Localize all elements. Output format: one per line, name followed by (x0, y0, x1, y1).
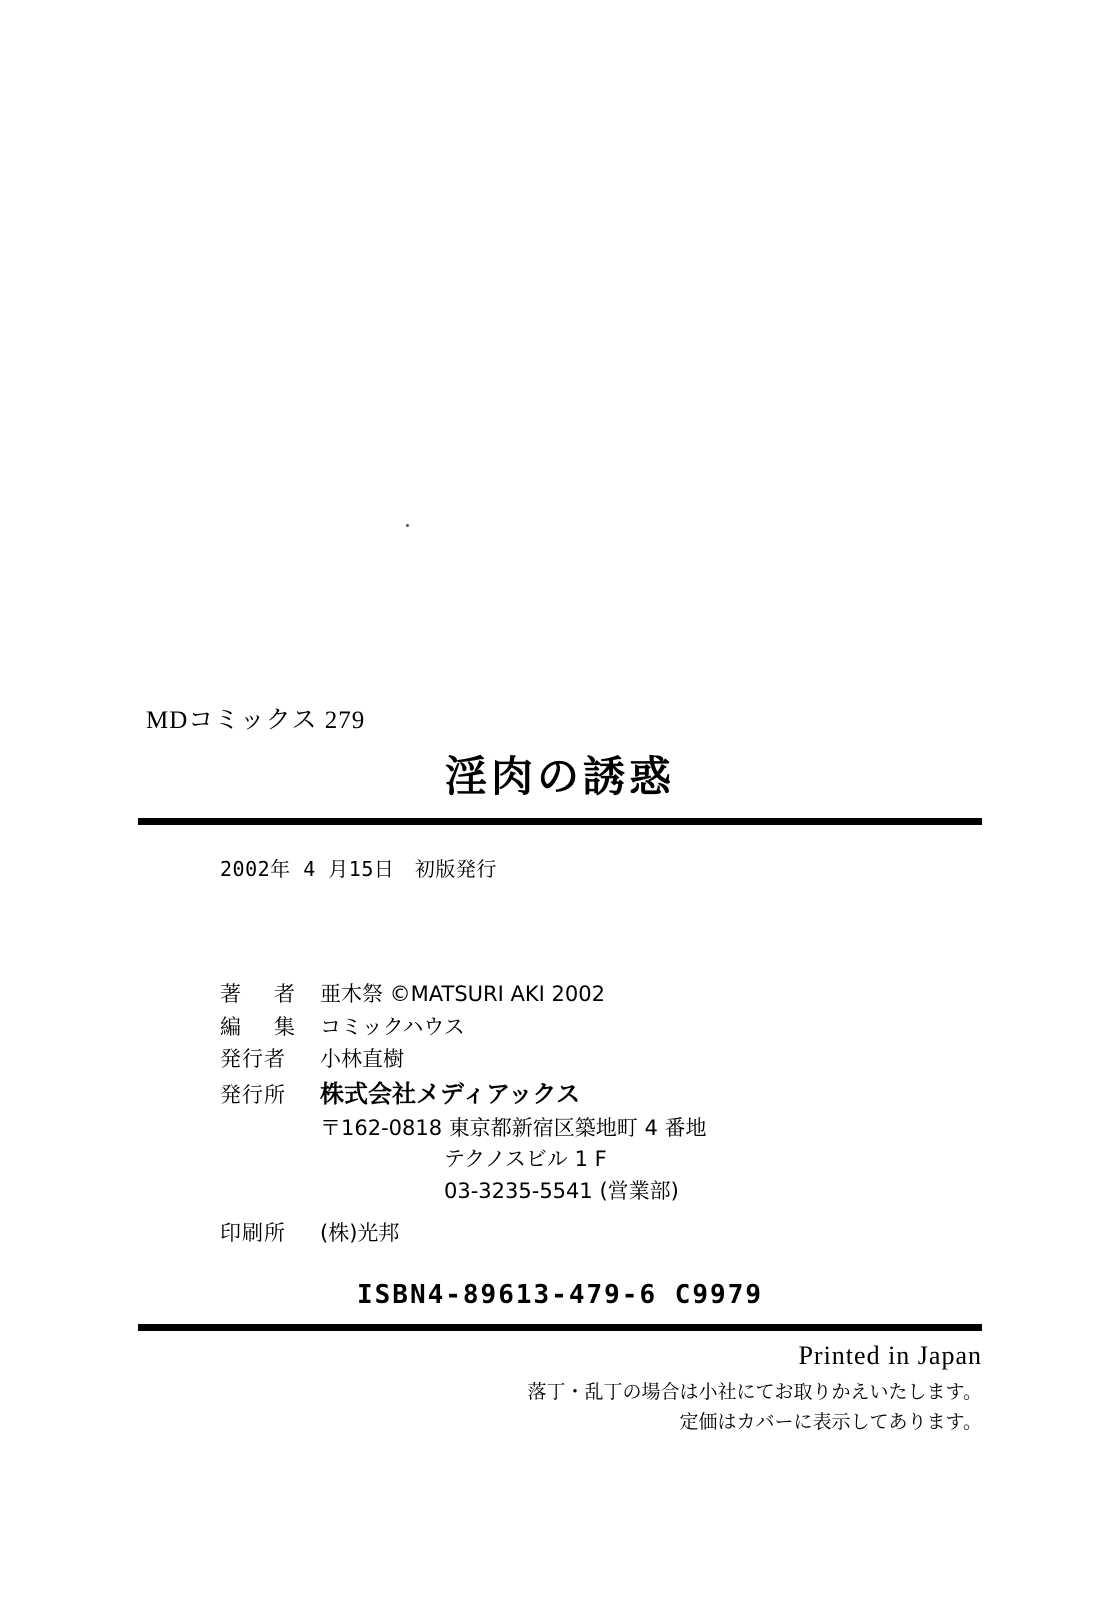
divider-bottom (138, 1324, 982, 1331)
credit-label-publisher-person: 発行者 (220, 1047, 286, 1072)
credit-row (220, 1043, 982, 1076)
credit-row-printer (220, 1217, 982, 1250)
publisher-name: 株式会社メディアックス (320, 1079, 581, 1108)
footer-block (138, 1341, 982, 1438)
credit-row-publisher (220, 1076, 982, 1113)
printed-in-japan: Printed in Japan (798, 1340, 982, 1370)
address-line-3: 03-3235-5541 (営業部) (444, 1178, 679, 1203)
publication-date: 2002年 4 月15日 初版発行 (220, 857, 497, 881)
credit-label-publisher: 発行所 (220, 1082, 286, 1107)
divider-top (138, 818, 982, 825)
scan-speck (406, 524, 409, 527)
footer-notes (138, 1377, 982, 1438)
isbn-code: ISBN4-89613-479-6 C9979 (356, 1279, 764, 1310)
credit-value-author: 亜木祭 ©MATSURI AKI 2002 (320, 982, 605, 1006)
credit-label-editor: 編 集 (220, 1014, 301, 1039)
publisher-address (320, 1113, 982, 1208)
address-line-2: テクノスビル 1 F (444, 1147, 607, 1172)
series-label: MDコミックス 279 (146, 707, 366, 734)
footer-note-1: 落丁・乱丁の場合は小社にてお取りかえいたします。 (527, 1380, 982, 1403)
address-line-1: 〒162-0818 東京都新宿区築地町 4 番地 (320, 1115, 707, 1140)
credits-list (220, 978, 982, 1250)
credit-row (220, 978, 982, 1011)
credit-row (220, 1011, 982, 1044)
credit-value-editor: コミックハウス (320, 1014, 465, 1039)
credit-value-printer: (株)光邦 (320, 1221, 400, 1246)
credit-value-publisher-person: 小林直樹 (320, 1047, 404, 1072)
credit-label-author: 著 者 (220, 982, 301, 1006)
colophon-block (138, 700, 982, 1438)
book-title: 淫肉の誘惑 (444, 752, 675, 801)
credit-label-printer: 印刷所 (220, 1221, 286, 1246)
footer-note-2: 定価はカバーに表示してあります。 (679, 1411, 982, 1434)
